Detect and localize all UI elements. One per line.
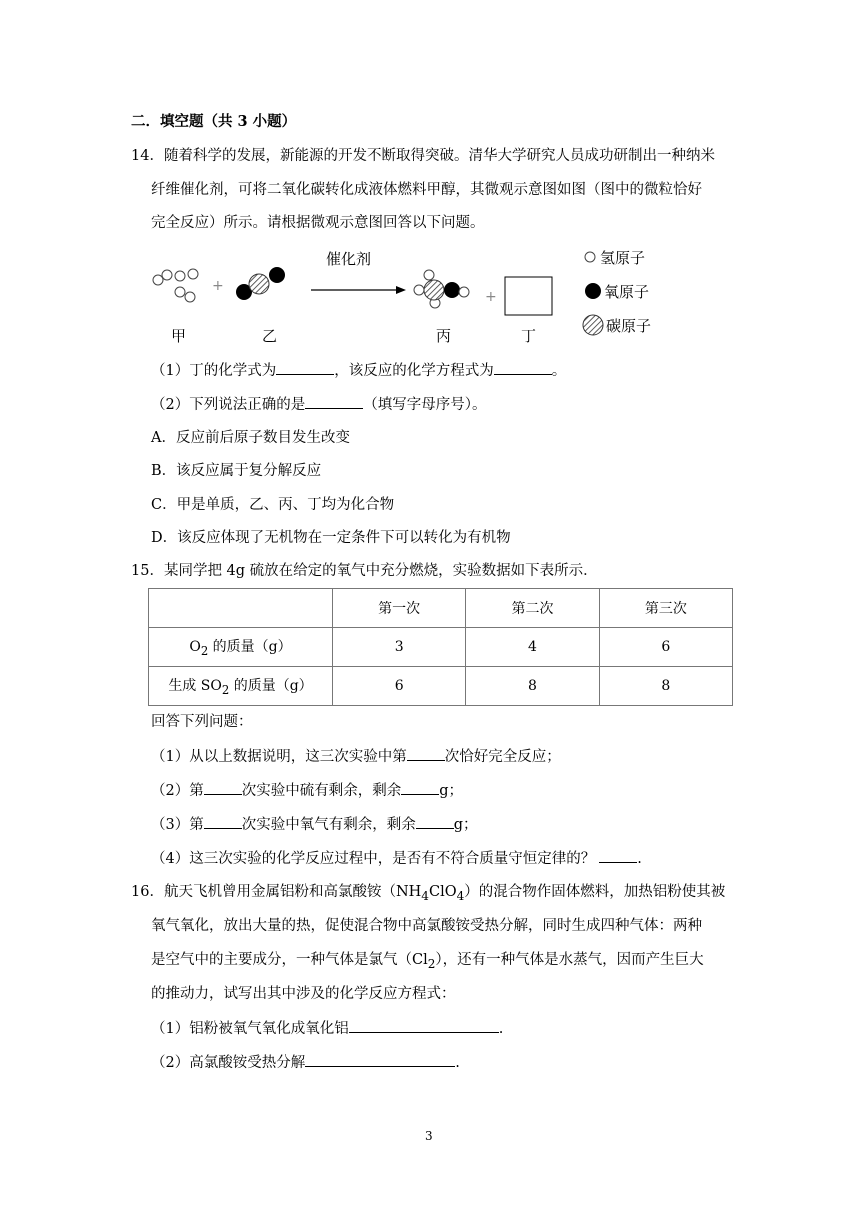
answer-blank[interactable] (407, 746, 445, 761)
table-header-cell: 第二次 (466, 589, 599, 628)
catalyst-label: 催化剂 (326, 250, 372, 268)
q14-sub1: （1）丁的化学式为 ，该反应的化学方程式为 。 (151, 360, 566, 381)
experiment-data-table (148, 588, 733, 706)
label-ding: 丁 (521, 327, 537, 345)
label-jia: 甲 (171, 327, 187, 345)
q14-line2: 纤维催化剂，可将二氧化碳转化成液体燃料甲醇，其微观示意图如图（图中的微粒恰好 (151, 182, 702, 198)
answer-blank[interactable] (204, 814, 242, 829)
q16-line4: 的推动力，试写出其中涉及的化学反应方程式： (151, 986, 456, 1002)
q15-sub2: （2）第 次实验中硫有剩余，剩余 g； (151, 780, 463, 801)
section-title: 二．填空题（共 3 小题） (131, 113, 297, 130)
answer-blank[interactable] (305, 1052, 455, 1067)
q14-line3: 完全反应）所示。请根据微观示意图回答以下问题。 (151, 215, 485, 231)
answer-blank[interactable] (276, 360, 334, 375)
q16-sub1: （1）铝粉被氧气氧化成氧化铝 . (151, 1018, 503, 1039)
table-row (149, 667, 733, 706)
q15-sub4: （4）这三次实验的化学反应过程中，是否有不符合质量守恒定律的？ . (151, 848, 642, 869)
plus-sign: + (485, 289, 497, 305)
reaction-arrow-icon (311, 286, 406, 294)
answer-blank[interactable] (305, 394, 363, 409)
answer-blank[interactable] (401, 780, 439, 795)
answer-blank[interactable] (204, 780, 242, 795)
q15-answer-intro: 回答下列问题： (151, 714, 253, 730)
legend-hydrogen: 氢原子 (600, 249, 646, 267)
table-header-cell (149, 589, 333, 628)
row-label-o2: $O_2$ 的质量（g） (149, 628, 333, 667)
legend-hydrogen-icon (585, 252, 595, 262)
table-cell: 3 (333, 628, 466, 667)
answer-blank[interactable] (494, 360, 552, 375)
table-cell: 6 (599, 628, 732, 667)
table-header-cell: 第三次 (599, 589, 732, 628)
reaction-diagram (140, 244, 680, 348)
legend-carbon: 碳原子 (606, 317, 652, 335)
table-header-cell: 第一次 (333, 589, 466, 628)
q16-line2: 氧气氧化，放出大量的热，促使混合物中高氯酸铵受热分解，同时生成四种气体：两种 (151, 918, 702, 934)
legend-carbon-icon (583, 315, 603, 335)
q14-option-d: D．该反应体现了无机物在一定条件下可以转化为有机物 (151, 530, 511, 546)
product-bing-molecule (414, 270, 469, 308)
legend-oxygen-icon (585, 283, 601, 299)
table-header-row (149, 589, 733, 628)
legend-oxygen: 氧原子 (604, 283, 650, 301)
table-cell: 6 (333, 667, 466, 706)
q14-sub2: （2）下列说法正确的是 （填写字母序号）。 (151, 394, 486, 415)
label-bing: 丙 (436, 327, 452, 345)
reactant-jia-molecules (153, 269, 198, 302)
answer-blank[interactable] (599, 848, 637, 863)
answer-blank[interactable] (416, 814, 454, 829)
reactant-yi-molecule (236, 267, 285, 300)
product-ding-box (505, 277, 552, 315)
table-cell: 8 (599, 667, 732, 706)
table-cell: 8 (466, 667, 599, 706)
q16-line3: 是空气中的主要成分，一种气体是氯气$(Cl_2)$，还有一种气体是水蒸气，因而产生巨大 (151, 952, 704, 971)
q14-line1: 14．随着科学的发展，新能源的开发不断取得突破。清华大学研究人员成功研制出一种纳米 (131, 148, 715, 164)
q14-option-a: A．反应前后原子数目发生改变 (151, 430, 350, 446)
row-label-so2: 生成 $SO_2$ 的质量（g） (149, 667, 333, 706)
page-number: 3 (425, 1129, 433, 1143)
q14-option-b: B．该反应属于复分解反应 (151, 463, 322, 479)
plus-sign: + (212, 278, 224, 294)
label-yi: 乙 (262, 327, 278, 345)
q16-sub2: （2）高氯酸铵受热分解 . (151, 1052, 460, 1073)
q15-sub3: （3）第 次实验中氧气有剩余，剩余 g； (151, 814, 478, 835)
q14-option-c: C．甲是单质，乙、丙、丁均为化合物 (151, 497, 395, 513)
table-cell: 4 (466, 628, 599, 667)
table-row (149, 628, 733, 667)
q15-line1: 15．某同学把 4g 硫放在给定的氧气中充分燃烧，实验数据如下表所示． (131, 563, 598, 579)
q16-line1: 16．航天飞机曾用金属铝粉和高氯酸铵$(NH_4ClO_4)$的混合物作固体燃料，加热铝粉使其被 (131, 884, 726, 903)
answer-blank[interactable] (349, 1018, 499, 1033)
q15-sub1: （1）从以上数据说明，这三次实验中第 次恰好完全反应； (151, 746, 561, 767)
